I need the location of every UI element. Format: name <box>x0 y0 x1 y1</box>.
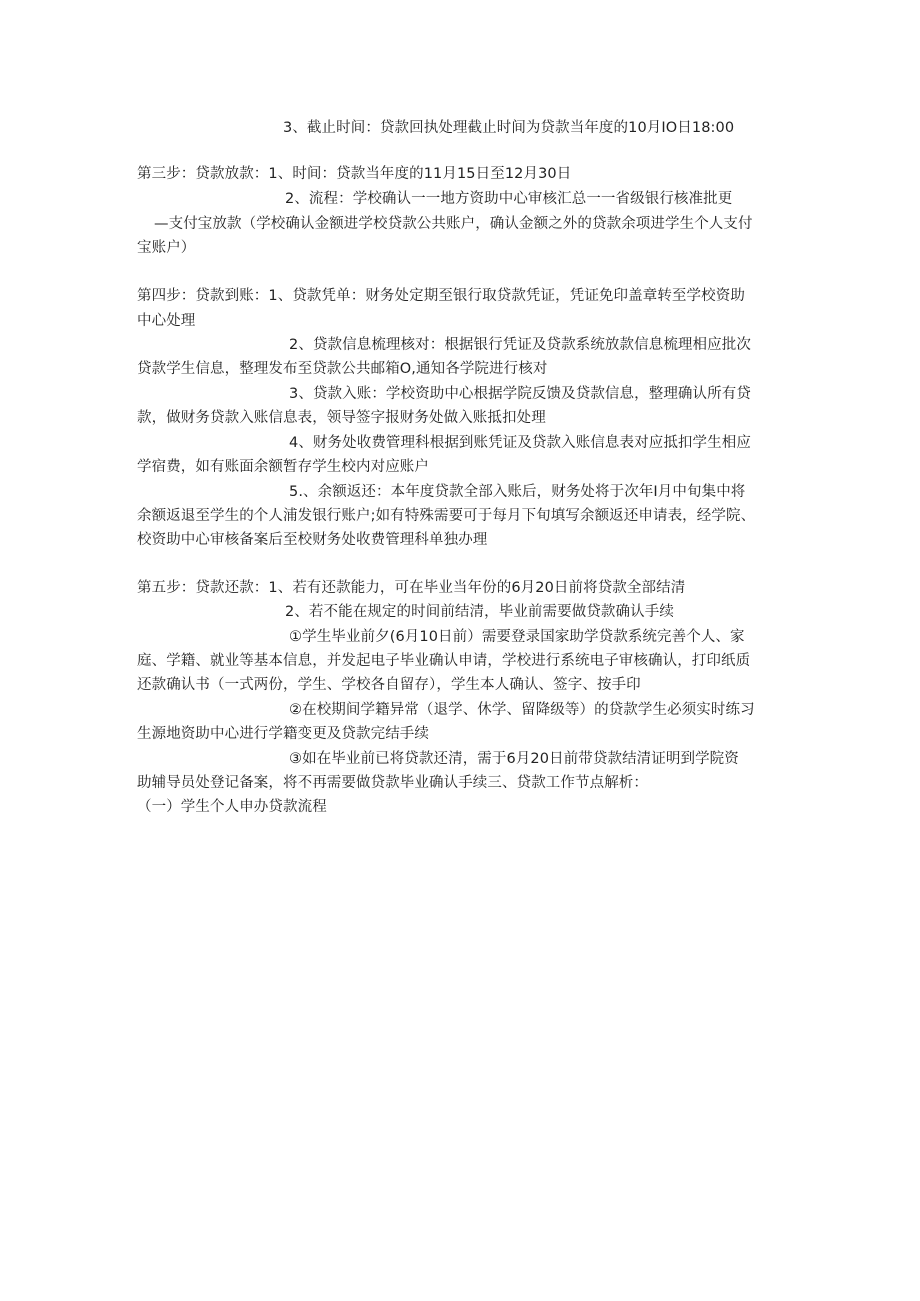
text-line: 2、贷款信息梳理核对：根据银行凭证及贷款系统放款信息梳理相应批次 <box>289 337 751 353</box>
text-line: 庭、学籍、就业等基本信息，并发起电子毕业确认申请，学校进行系统电子审核确认，打印纸质 <box>137 653 751 669</box>
text-line: 生源地资助中心进行学籍变更及贷款完结手续 <box>137 726 429 742</box>
text-line: 第四步：贷款到账：1、贷款凭单：财务处定期至银行取贷款凭证，凭证免印盖章转至学校资助 <box>137 288 745 304</box>
text-line: 5.、余额返还：本年度贷款全部入账后，财务处将于次年I月中旬集中将 <box>289 484 746 500</box>
text-line: ②在校期间学籍异常（退学、休学、留降级等）的贷款学生必须实时练习 <box>289 702 755 718</box>
text-line: —支付宝放款（学校确认金额进学校贷款公共账户，确认金额之外的贷款余项进学生个人支付 <box>154 216 753 232</box>
text-line: 贷款学生信息，整理发布至贷款公共邮箱O,通知各学院进行核对 <box>137 361 548 377</box>
text-line: 中心处理 <box>137 313 196 329</box>
text-line: 2、流程：学校确认一一地方资助中心审核汇总一一省级银行核准批更 <box>285 191 733 207</box>
text-line: ①学生毕业前夕(6月10日前）需要登录国家助学贷款系统完善个人、家 <box>289 629 745 645</box>
text-line: 还款确认书（一式两份，学生、学校各自留存），学生本人确认、签字、按手印 <box>137 677 641 693</box>
text-line: 第三步：贷款放款：1、时间：贷款当年度的11月15日至12月30日 <box>137 166 572 182</box>
text-line: 2、若不能在规定的时间前结清，毕业前需要做贷款确认手续 <box>285 604 674 620</box>
text-line: 4、财务处收费管理科根据到账凭证及贷款入账信息表对应抵扣学生相应 <box>289 435 751 451</box>
text-line: 学宿费，如有账面余额暂存学生校内对应账户 <box>137 459 429 475</box>
text-line: 助辅导员处登记备案，将不再需要做贷款毕业确认手续三、贷款工作节点解析： <box>137 775 648 791</box>
text-line: 余额返退至学生的个人浦发银行账户;如有特殊需要可于每月下旬填写余额返还申请表，经学院、 <box>137 508 756 524</box>
text-line: 款，做财务贷款入账信息表，领导签字报财务处做入账抵扣处理 <box>137 410 546 426</box>
text-line: 第五步：贷款还款：1、若有还款能力，可在毕业当年份的6月20日前将贷款全部结清 <box>137 580 686 596</box>
text-line: （一）学生个人申办贷款流程 <box>137 799 327 815</box>
text-line: ③如在毕业前已将贷款还清，需于6月20日前带贷款结清证明到学院资 <box>289 751 739 767</box>
text-line: 校资助中心审核备案后至校财务处收费管理科单独办理 <box>137 532 488 548</box>
text-line: 3、贷款入账：学校资助中心根据学院反馈及贷款信息，整理确认所有贷 <box>289 386 751 402</box>
text-line: 宝账户） <box>137 240 196 256</box>
text-line: 3、截止时间：贷款回执处理截止时间为贷款当年度的10月IO日18:00 <box>283 120 735 136</box>
